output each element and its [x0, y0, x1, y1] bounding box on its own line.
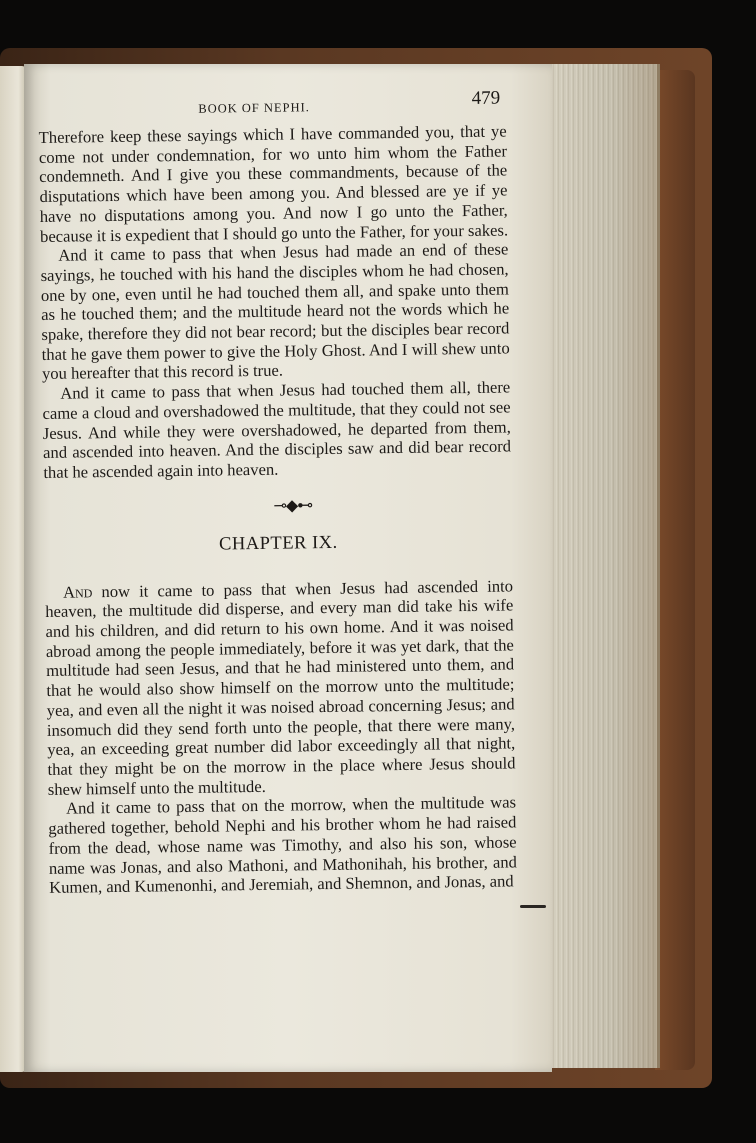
page-header — [38, 81, 507, 128]
margin-pencil-mark — [520, 905, 546, 908]
page-edges-shade — [545, 64, 657, 1068]
lead-word: And — [62, 581, 93, 602]
paragraph-1: Therefore keep these sayings which I have commanded you, that ye come not under condemnation, for wo unto him whom the Father condemneth. And I give you these commandments, because of the disputations which have been among you. And blessed are ye if ye have no disputations among you. And now I go unto the Father, because it is expedient that I should go unto the Father, for your sakes. — [38, 121, 509, 246]
chapter-paragraph-1 — [45, 576, 516, 799]
paragraph-3: And it came to pass that when Jesus had touched them all, there came a cloud and overshadowed the multitude, that they could not see Jesus. And while they were overshadowed, he departed from them, and ascended into heaven. And the disciples saw and did bear record that he ascended again into heaven. — [42, 377, 512, 482]
chapter-paragraph-2: And it came to pass that on the morrow, when the multitude was gathered together, behold Nephi and his brother whom he had raised from the dead, whose name was Timothy, and also his son, whose name was Jonas, and also Mathoni, and Mathonihah, his brother, and Kumen, and Kumenonhi, and Jeremiah, and Shemnon, and Jonas, and — [48, 792, 517, 898]
facing-page-edge — [0, 66, 26, 1072]
chapter-title: CHAPTER IX. — [218, 532, 338, 555]
chapter-paragraph-1-text: now it came to pass that when Jesus had ascended into heaven, the multitude did disperse, and every man did take his wife and his children, and did return to his own home. And it was noised abroad among the people immediately, before it was yet dark, that the multitude had seen Jesus, and that he had ministered unto them, and that he would also show himself on the morrow unto the multitude; yea, and even all the night it was noised abroad concerning Jesus; and insomuch did they send forth unto the people, that there were many, yea, an exceeding great number did labor exceedingly all that night, that they might be on the morrow in the place where Jesus should shew himself unto the multitude. — [45, 576, 516, 799]
section-ornament: ⊸◆⊷ — [273, 496, 313, 515]
paragraph-2: And it came to pass that when Jesus had made an end of these sayings, he touched with his hand the disciples whom he had chosen, one by one, even until he had touched them all, and spake unto them as he touched them; and the multitude heard not the words which he spake, therefore they did not bear record; but the disciples bear record that he gave them power to give the Holy Ghost. And I will shew unto you hereafter that this record is true. — [40, 239, 510, 384]
page-number: 479 — [471, 87, 501, 109]
page-text-block — [38, 81, 517, 897]
back-cover-board — [655, 70, 695, 1070]
running-head: BOOK OF NEPHI. — [198, 100, 310, 116]
